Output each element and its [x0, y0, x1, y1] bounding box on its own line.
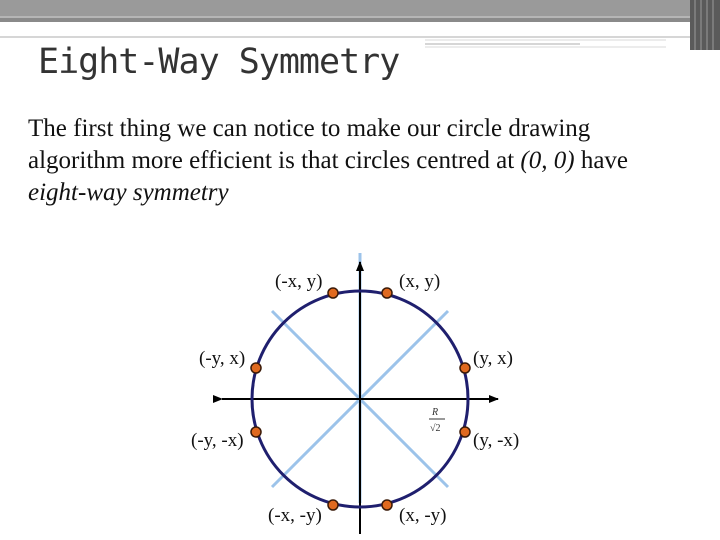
label-bottom-right: (x, -y) [399, 505, 447, 526]
label-lower-right: (y, -x) [473, 430, 520, 451]
point-top-right [382, 288, 392, 298]
annotation-numerator: R [432, 407, 439, 418]
annotation-denominator: √2 [430, 423, 441, 434]
point-upper-right [460, 363, 470, 373]
point-lower-left [251, 427, 261, 437]
slide-title: Eight-Way Symmetry [38, 42, 400, 82]
label-upper-left: (-y, x) [199, 348, 246, 369]
label-top-left: (-x, y) [275, 271, 323, 292]
label-top-right: (x, y) [399, 271, 441, 292]
body-text-emphasis: eight-way symmetry [28, 179, 229, 206]
point-upper-left [251, 363, 261, 373]
label-upper-right: (y, x) [473, 348, 513, 369]
label-lower-left: (-y, -x) [191, 430, 244, 451]
body-text-origin: (0, 0) [520, 147, 575, 174]
point-top-left [328, 288, 338, 298]
label-bottom-left: (-x, -y) [268, 505, 322, 526]
point-lower-right [460, 427, 470, 437]
body-text-part2: have [574, 147, 629, 174]
point-bottom-left [328, 500, 338, 510]
point-bottom-right [382, 500, 392, 510]
body-text-part1: The first thing we can notice to make our circle drawing algorithm more efficient is that circles centred at [28, 115, 591, 174]
